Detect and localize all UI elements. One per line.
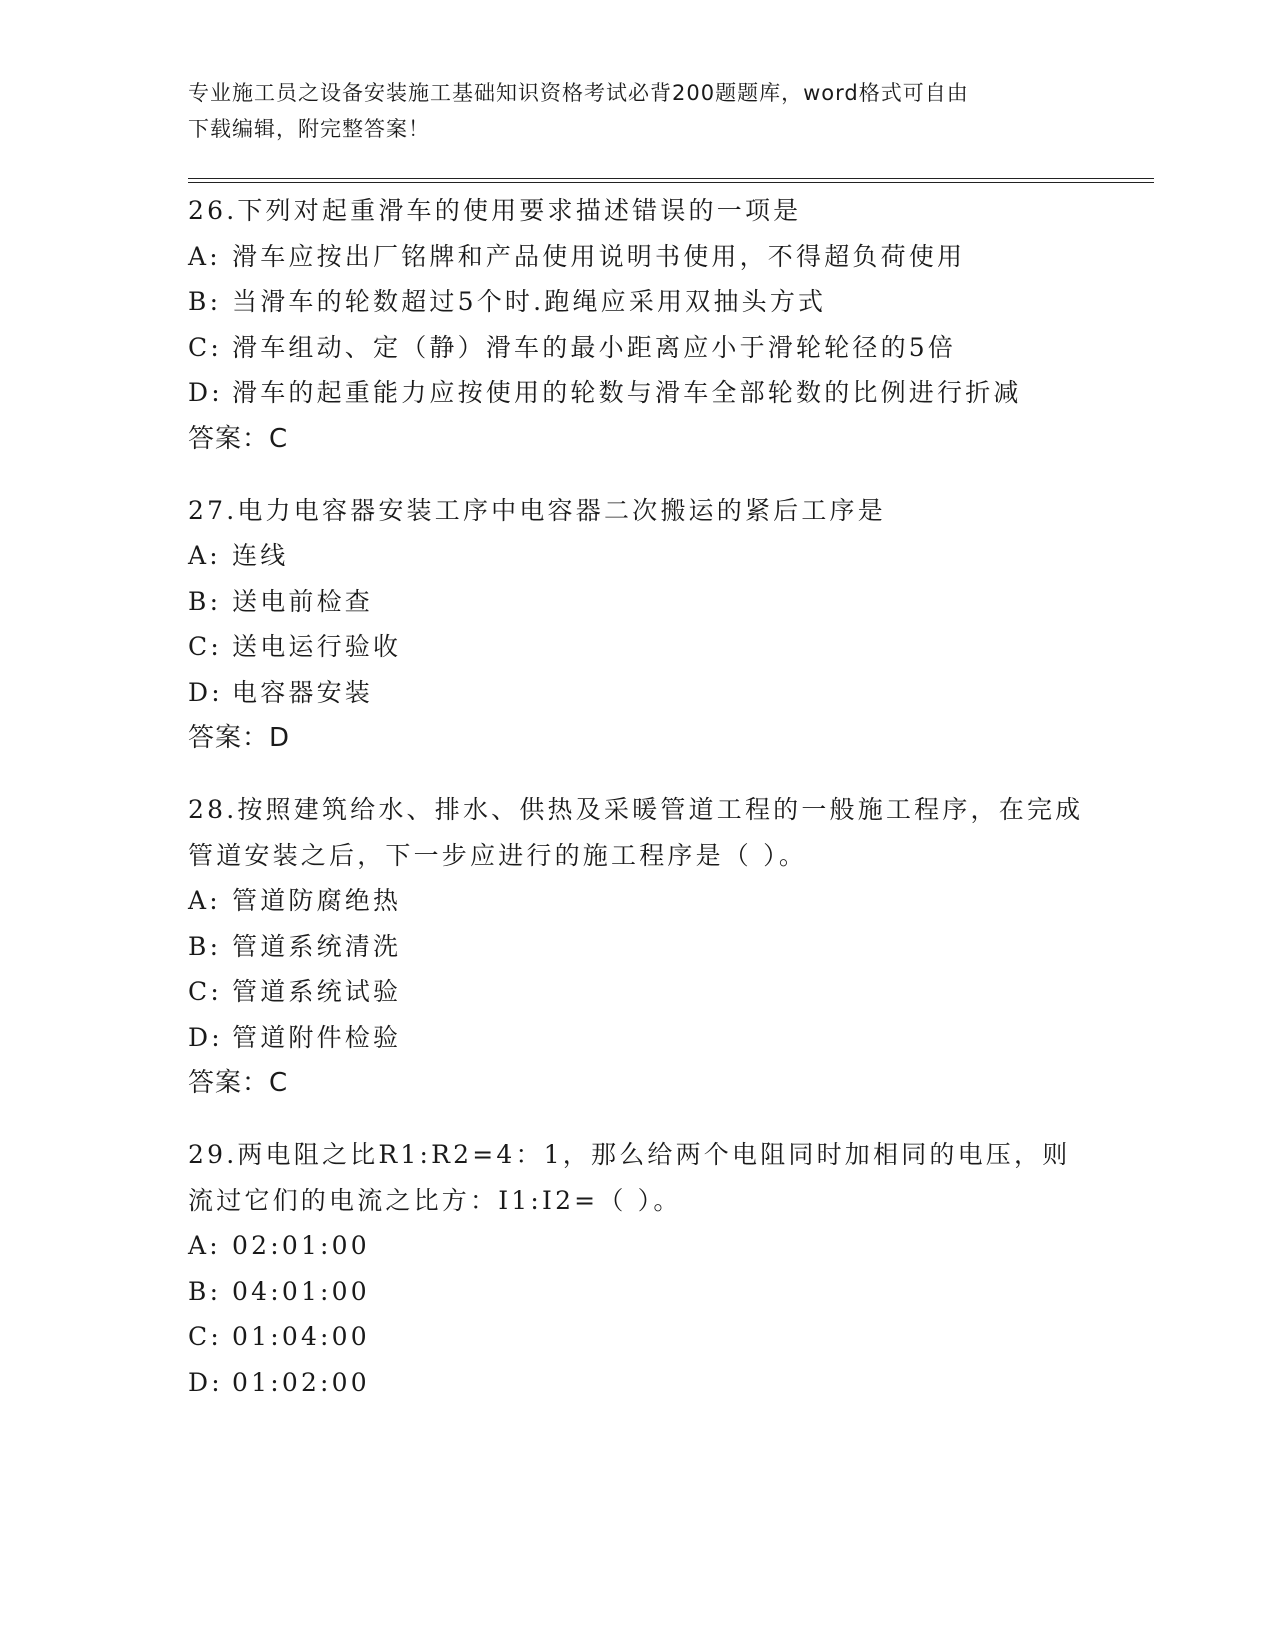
option-c: [188, 1314, 1088, 1360]
option-d: [188, 370, 1088, 416]
option-d: [188, 670, 1088, 716]
option-c: [188, 325, 1088, 371]
option-c: [188, 969, 1088, 1015]
option-d: [188, 1015, 1088, 1061]
option-text: 01:02:00: [232, 1367, 370, 1397]
option-key: D:: [188, 1367, 223, 1397]
option-key: D:: [188, 677, 223, 707]
option-key: C:: [188, 977, 222, 1006]
option-key: B:: [188, 931, 222, 961]
answer-line: 答案：D: [188, 723, 291, 753]
document-header: [188, 75, 1068, 147]
option-d: [188, 1360, 1088, 1406]
question-stem: 27.电力电容器安装工序中电容器二次搬运的紧后工序是: [188, 495, 886, 525]
option-key: C:: [188, 332, 222, 362]
question-stem: 26.下列对起重滑车的使用要求描述错误的一项是: [188, 196, 802, 225]
option-a: [188, 234, 1088, 280]
option-key: B:: [188, 586, 222, 616]
option-a: [188, 1223, 1088, 1269]
option-key: D:: [188, 1022, 223, 1052]
header-line-2: 下载编辑，附完整答案！: [188, 117, 430, 141]
option-key: B:: [188, 287, 222, 316]
option-text: 管道系统清洗: [232, 931, 402, 961]
option-text: 管道防腐绝热: [232, 886, 402, 915]
option-text: 当滑车的轮数超过5个时.跑绳应采用双抽头方式: [232, 287, 827, 316]
option-b: [188, 924, 1088, 970]
option-key: B:: [188, 1276, 222, 1306]
question-28: [188, 787, 1088, 1106]
option-key: C:: [188, 632, 222, 661]
question-27: [188, 488, 1088, 762]
header-line-1: 专业施工员之设备安装施工基础知识资格考试必背200题题库，word格式可自由: [188, 81, 969, 105]
option-a: [188, 878, 1088, 924]
option-b: [188, 1269, 1088, 1315]
option-a: [188, 533, 1088, 579]
option-key: A:: [188, 241, 221, 271]
answer-line: 答案：C: [188, 1068, 289, 1098]
option-text: 送电前检查: [232, 586, 374, 616]
option-text: 滑车的起重能力应按使用的轮数与滑车全部轮数的比例进行折减: [232, 378, 1022, 407]
option-key: D:: [188, 378, 223, 407]
option-text: 滑车组动、定（静）滑车的最小距离应小于滑轮轮径的5倍: [232, 332, 957, 362]
question-stem: 29.两电阻之比R1:R2=4：1，那么给两个电阻同时加相同的电压，则流过它们的电流之比方：I1:I2=（ ）。: [188, 1140, 1071, 1215]
option-key: A:: [188, 886, 221, 915]
option-text: 送电运行验收: [232, 632, 402, 661]
option-c: [188, 624, 1088, 670]
option-text: 管道系统试验: [232, 977, 402, 1006]
option-text: 管道附件检验: [232, 1022, 402, 1052]
answer-line: 答案：C: [188, 423, 289, 454]
option-b: [188, 579, 1088, 625]
option-text: 04:01:00: [232, 1276, 370, 1306]
question-26: [188, 188, 1088, 462]
option-key: C:: [188, 1322, 222, 1351]
option-text: 连线: [232, 541, 289, 570]
option-key: A:: [188, 1231, 221, 1260]
option-text: 02:01:00: [232, 1231, 370, 1260]
option-key: A:: [188, 541, 221, 570]
question-29: [188, 1132, 1088, 1405]
option-text: 电容器安装: [232, 677, 374, 707]
question-list: [188, 188, 1088, 1431]
option-text: 01:04:00: [232, 1322, 370, 1351]
option-text: 滑车应按出厂铭牌和产品使用说明书使用，不得超负荷使用: [232, 241, 966, 271]
header-divider-bottom: [188, 182, 1154, 183]
header-divider-top: [188, 178, 1154, 179]
question-stem: 28.按照建筑给水、排水、供热及采暖管道工程的一般施工程序，在完成管道安装之后，下一步应进行的施工程序是（ ）。: [188, 795, 1084, 870]
option-b: [188, 279, 1088, 325]
